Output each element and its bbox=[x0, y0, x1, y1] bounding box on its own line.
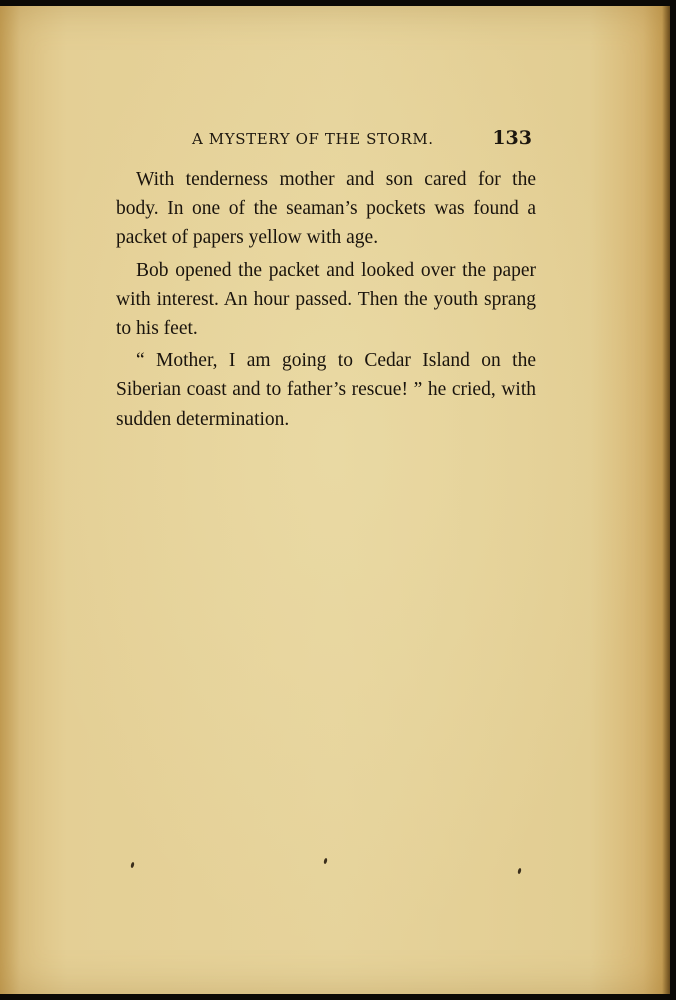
page-number: 133 bbox=[492, 127, 532, 149]
body-text bbox=[116, 165, 536, 434]
page-header bbox=[116, 128, 536, 152]
paragraph: “ Mother, I am going to Cedar Island on the Siberian coast and to father’s rescue! ” he cried, with sudden determination. bbox=[116, 350, 536, 430]
book-page bbox=[0, 6, 670, 994]
ink-speck bbox=[517, 868, 521, 875]
ink-speck bbox=[130, 862, 134, 869]
paragraph: Bob opened the packet and looked over the paper with interest. An hour passed. Then the youth sprang to his feet. bbox=[116, 259, 536, 340]
paragraph: With tenderness mother and son cared for the body. In one of the seaman’s pockets was found a packet of papers yellow with age. bbox=[116, 169, 536, 249]
running-head: A MYSTERY OF THE STORM. bbox=[192, 130, 434, 148]
ink-speck bbox=[323, 858, 327, 865]
